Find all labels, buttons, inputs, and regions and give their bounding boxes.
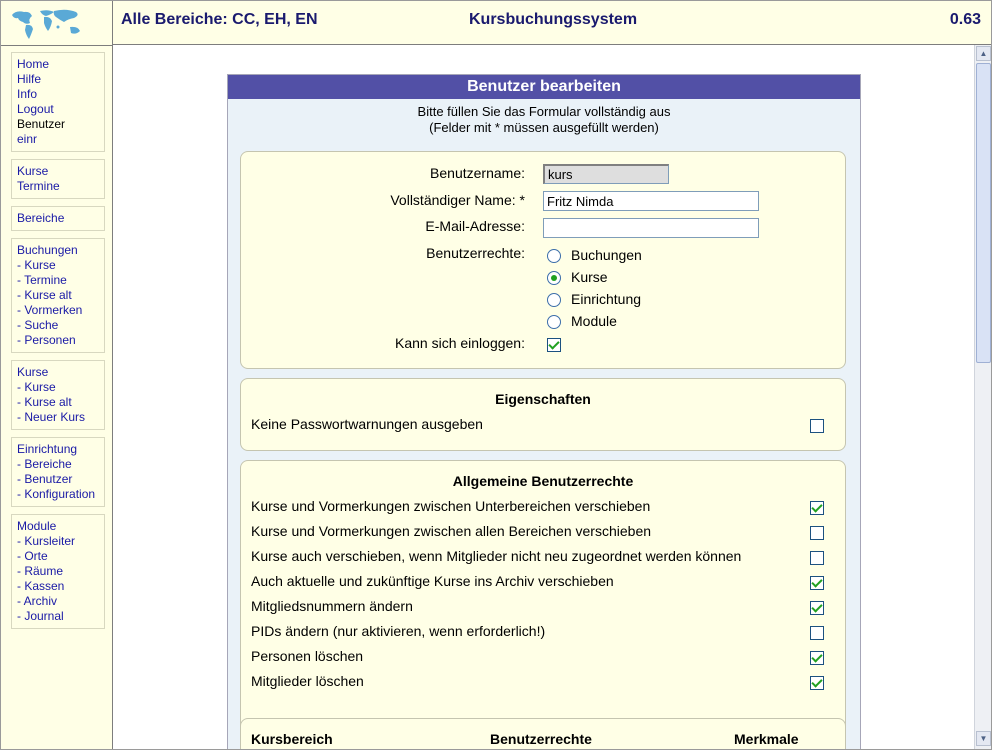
login-label: Kann sich einloggen: xyxy=(395,335,525,351)
nav-course-admin-old[interactable]: - Kurse alt xyxy=(17,395,72,409)
radio-bookings-label: Buchungen xyxy=(571,247,642,263)
nav-modules-rooms[interactable]: - Räume xyxy=(17,564,64,578)
nav-modules-locations[interactable]: - Orte xyxy=(17,549,48,563)
nav-areas[interactable]: Bereiche xyxy=(17,211,65,225)
nav-courses[interactable]: Kurse xyxy=(17,164,49,178)
right-move-subareas-label: Kurse und Vormerkungen zwischen Unterbereichen verschieben xyxy=(251,498,651,514)
nav-group-course-admin xyxy=(11,360,105,430)
nav-einr[interactable]: einr xyxy=(17,132,38,146)
nav-current-user: Benutzer xyxy=(17,117,66,131)
header-bar xyxy=(113,1,991,45)
right-change-pids-label: PIDs ändern (nur aktivieren, wenn erforderlich!) xyxy=(251,623,546,639)
main-content xyxy=(113,45,974,750)
nav-dates[interactable]: Termine xyxy=(17,179,60,193)
nav-course-admin[interactable]: Kurse xyxy=(17,365,49,379)
nav-group-areas xyxy=(11,206,105,231)
right-delete-members-label: Mitglieder löschen xyxy=(251,673,364,689)
fullname-input[interactable] xyxy=(543,191,759,211)
right-change-member-numbers-label: Mitgliedsnummern ändern xyxy=(251,598,413,614)
nav-setup-users[interactable]: - Benutzer xyxy=(17,472,73,486)
sidebar xyxy=(1,46,113,750)
logo-area xyxy=(1,1,113,46)
nav-modules-cash[interactable]: - Kassen xyxy=(17,579,65,593)
radio-modules-label: Module xyxy=(571,313,617,329)
radio-modules[interactable] xyxy=(547,315,561,329)
general-rights-title: Allgemeine Benutzerrechte xyxy=(452,473,634,489)
login-checkbox[interactable] xyxy=(547,338,561,352)
nav-modules[interactable]: Module xyxy=(17,519,57,533)
right-move-all-areas-label: Kurse und Vormerkungen zwischen allen Bereichen verschieben xyxy=(251,523,652,539)
scroll-down-button[interactable]: ▼ xyxy=(976,731,991,746)
scroll-thumb[interactable] xyxy=(976,63,991,363)
area-title: Alle Bereiche: CC, EH, EN xyxy=(121,11,318,28)
no-password-warnings-checkbox[interactable] xyxy=(810,419,824,433)
nav-help[interactable]: Hilfe xyxy=(17,72,42,86)
nav-bookings-search[interactable]: - Suche xyxy=(17,318,59,332)
version-label: 0.63 xyxy=(949,11,981,28)
rights-label: Benutzerrechte: xyxy=(426,245,525,261)
world-map-logo xyxy=(10,7,90,41)
nav-course-admin-courses[interactable]: - Kurse xyxy=(17,380,56,394)
right-delete-persons-label: Personen löschen xyxy=(251,648,364,664)
nav-bookings-persons[interactable]: - Personen xyxy=(17,333,76,347)
nav-logout[interactable]: Logout xyxy=(17,102,54,116)
radio-courses[interactable] xyxy=(547,271,561,285)
right-archive-current-checkbox[interactable] xyxy=(810,576,824,590)
nav-group-setup xyxy=(11,437,105,507)
username-field: kurs xyxy=(543,164,669,184)
nav-bookings-old-courses[interactable]: - Kurse alt xyxy=(17,288,72,302)
edit-user-panel xyxy=(227,74,861,750)
properties-title: Eigenschaften xyxy=(495,391,591,407)
nav-bookings-courses[interactable]: - Kurse xyxy=(17,258,56,272)
email-label: E-Mail-Adresse: xyxy=(425,218,525,234)
right-archive-current-label: Auch aktuelle und zukünftige Kurse ins Archiv verschieben xyxy=(251,573,614,589)
right-move-without-members-checkbox[interactable] xyxy=(810,551,824,565)
app-title: Kursbuchungssystem xyxy=(469,11,638,28)
right-change-member-numbers-checkbox[interactable] xyxy=(810,601,824,615)
username-label: Benutzername: xyxy=(430,165,525,181)
instruction-line-1: Bitte füllen Sie das Formular vollständig aus xyxy=(417,104,671,119)
nav-course-admin-new[interactable]: - Neuer Kurs xyxy=(17,410,86,424)
instruction-line-2: (Felder mit * müssen ausgefüllt werden) xyxy=(429,120,659,135)
scroll-up-button[interactable]: ▲ xyxy=(976,46,991,61)
nav-home[interactable]: Home xyxy=(17,57,50,71)
column-user-rights: Benutzerrechte xyxy=(490,731,592,747)
nav-bookings[interactable]: Buchungen xyxy=(17,243,78,257)
user-fields-box xyxy=(240,151,846,369)
nav-setup[interactable]: Einrichtung xyxy=(17,442,78,456)
nav-group-courses xyxy=(11,159,105,199)
panel-title: Benutzer bearbeiten xyxy=(228,75,860,99)
radio-courses-label: Kurse xyxy=(571,269,608,285)
radio-bookings[interactable] xyxy=(547,249,561,263)
nav-info[interactable]: Info xyxy=(17,87,38,101)
radio-setup[interactable] xyxy=(547,293,561,307)
right-change-pids-checkbox[interactable] xyxy=(810,626,824,640)
form-instructions xyxy=(228,104,860,136)
column-course-area: Kursbereich xyxy=(251,731,333,747)
fullname-label: Vollständiger Name: * xyxy=(390,192,525,208)
nav-modules-journal[interactable]: - Journal xyxy=(17,609,64,623)
no-password-warnings-label: Keine Passwortwarnungen ausgeben xyxy=(251,416,483,432)
nav-group-modules xyxy=(11,514,105,629)
nav-bookings-reserve[interactable]: - Vormerken xyxy=(17,303,83,317)
nav-modules-instructors[interactable]: - Kursleiter xyxy=(17,534,76,548)
radio-setup-label: Einrichtung xyxy=(571,291,642,307)
nav-setup-areas[interactable]: - Bereiche xyxy=(17,457,72,471)
nav-setup-config[interactable]: - Konfiguration xyxy=(17,487,96,501)
right-move-without-members-label: Kurse auch verschieben, wenn Mitglieder nicht neu zugeordnet werden können xyxy=(251,548,742,564)
right-move-subareas-checkbox[interactable] xyxy=(810,501,824,515)
nav-group-bookings xyxy=(11,238,105,353)
area-rights-box xyxy=(240,718,846,750)
properties-box xyxy=(240,378,846,451)
email-input[interactable] xyxy=(543,218,759,238)
general-rights-box xyxy=(240,460,846,737)
nav-modules-archive[interactable]: - Archiv xyxy=(17,594,58,608)
right-delete-persons-checkbox[interactable] xyxy=(810,651,824,665)
right-delete-members-checkbox[interactable] xyxy=(810,676,824,690)
nav-group-main xyxy=(11,52,105,152)
nav-bookings-dates[interactable]: - Termine xyxy=(17,273,67,287)
column-features: Merkmale xyxy=(734,731,799,747)
vertical-scrollbar[interactable] xyxy=(974,45,992,749)
right-move-all-areas-checkbox[interactable] xyxy=(810,526,824,540)
